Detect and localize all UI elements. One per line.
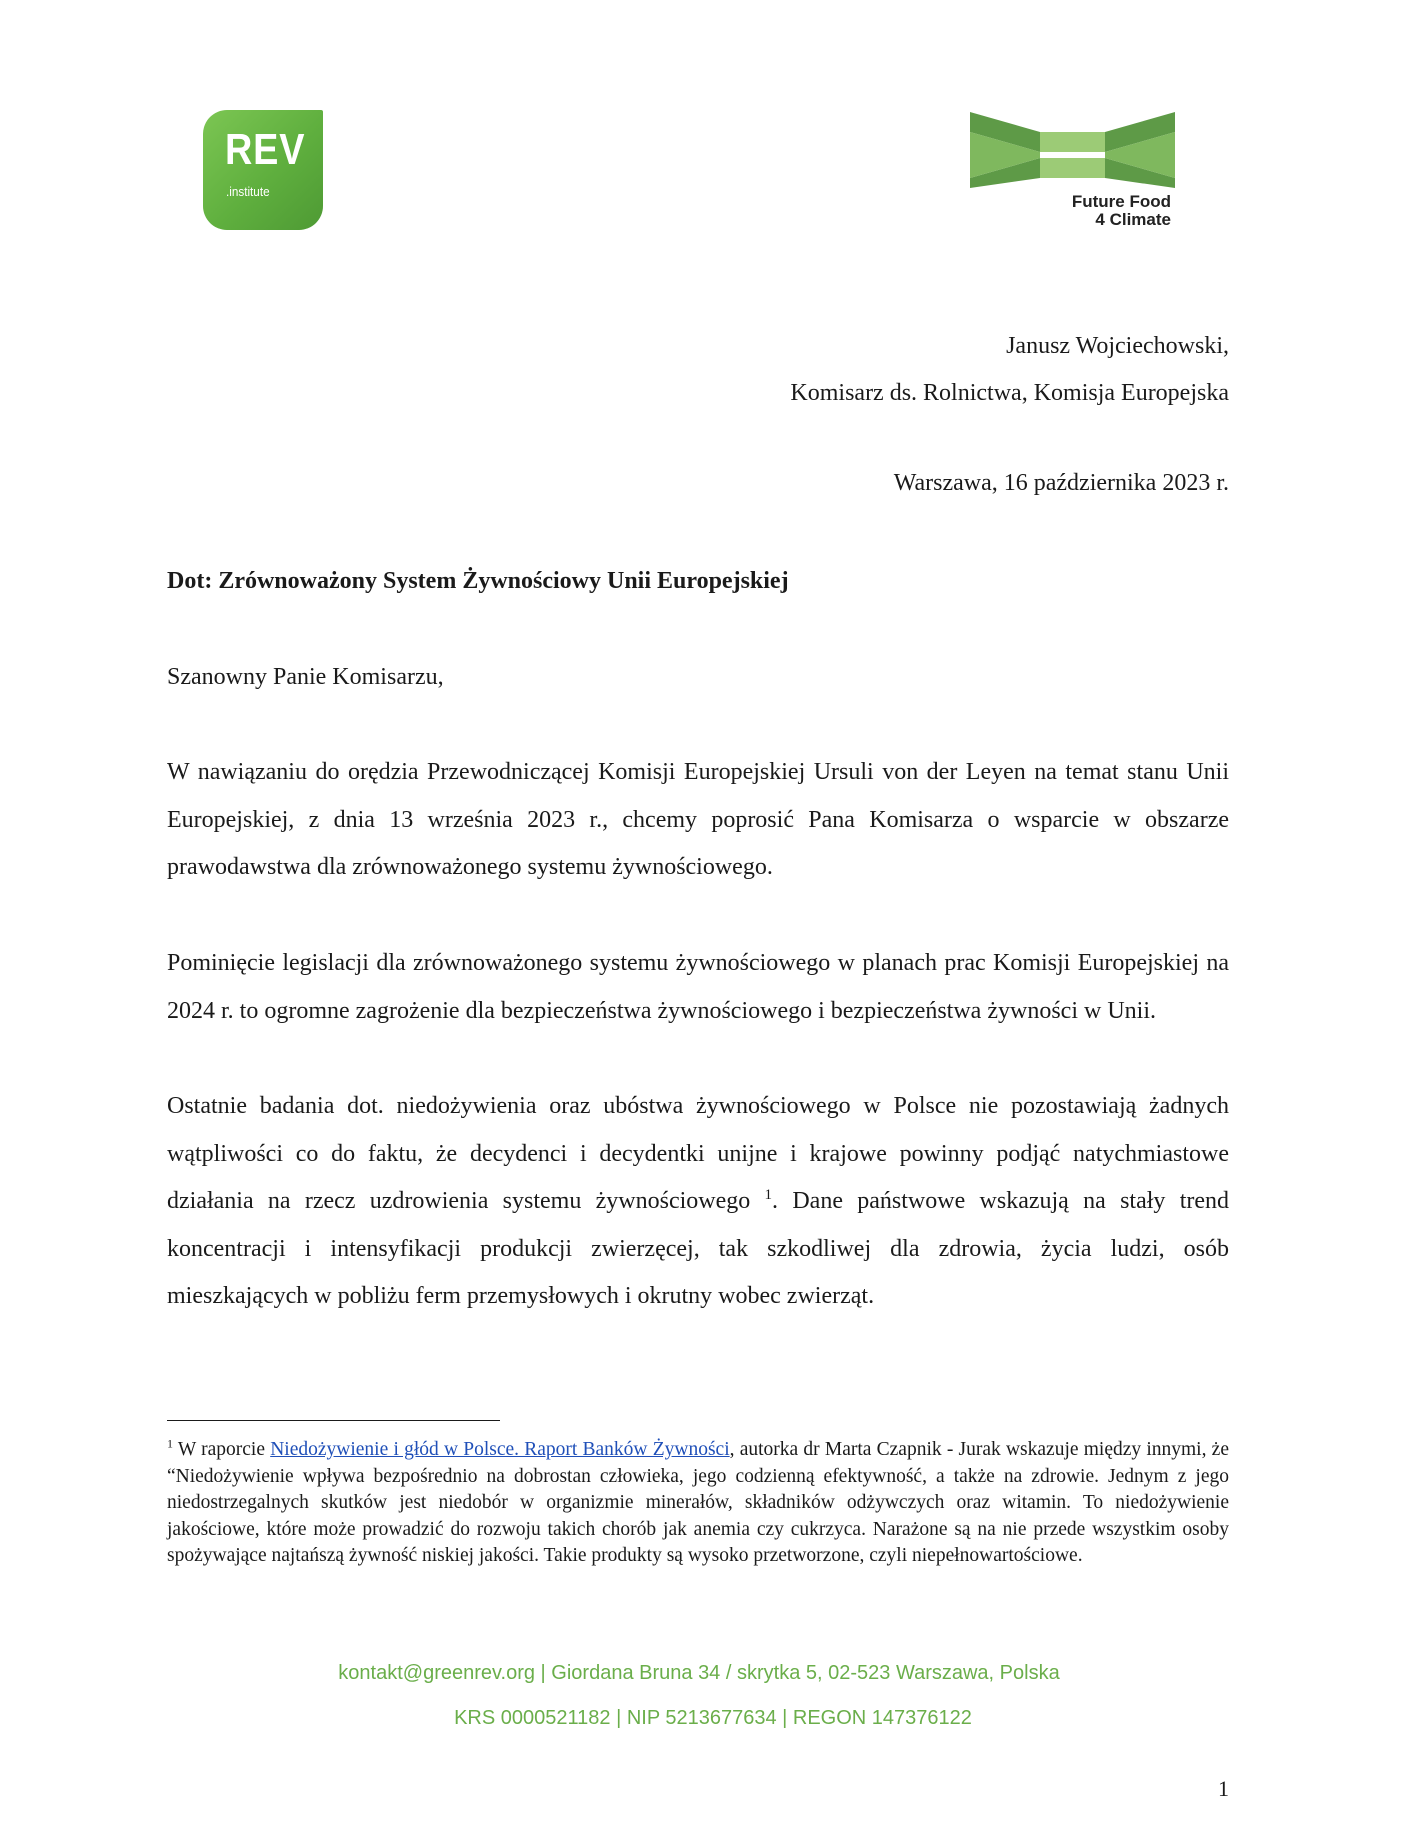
addressee-block	[790, 323, 1229, 417]
paragraph-3-text-end: . Dane państwowe wskazują na stały trend koncentracji i intensyfikacji produkcji zwierzęcej, tak szkodliwej dla zdrowia, życia ludzi, osób mieszkających w pobliżu ferm przemysłowych i okrutny wobec zwierząt.	[167, 1188, 1230, 1309]
salutation: Szanowny Panie Komisarzu,	[167, 664, 444, 690]
footnote-reference[interactable]: 1	[764, 1187, 773, 1203]
page-number: 1	[1218, 1776, 1229, 1801]
place-and-date: Warszawa, 16 października 2023 r.	[893, 470, 1229, 496]
paragraph-3	[167, 1083, 1229, 1321]
paragraph-1: W nawiązaniu do orędzia Przewodniczącej Komisji Europejskiej Ursuli von der Leyen na temat stanu Unii Europejskiej, z dnia 13 września 2023 r., chcemy poprosić Pana Komisarza o wsparcie w obszarze prawodawstwa dla zrównoważonego systemu żywnościowego.	[167, 759, 1229, 880]
footnote-marker: 1	[167, 1436, 173, 1451]
footer-contact-line: kontakt@greenrev.org | Giordana Bruna 34 / skrytka 5, 02-523 Warszawa, Polska	[338, 1662, 1060, 1684]
footer-registry-line: KRS 0000521182 | NIP 5213677634 | REGON 147376122	[454, 1707, 972, 1729]
future-food-logo-line2: 4 Climate	[1095, 210, 1171, 229]
footnote	[167, 1437, 1229, 1570]
footnote-text-start: W raporcie	[173, 1439, 271, 1460]
future-food-logo-line1: Future Food	[1071, 192, 1171, 211]
future-food-4-climate-logo	[970, 110, 1175, 235]
addressee-name: Janusz Wojciechowski,	[1006, 333, 1229, 359]
footnote-text-end: , autorka dr Marta Czapnik - Jurak wskazuje między innymi, że “Niedożywienie wpływa bezpośrednio na dobrostan człowieka, jego codzienną efektywność, a także na zdrowie. Jednym z jego niedostrzegalnych skutków jest niedobór w organizmie minerałów, składników odżywczych oraz witamin. To niedożywienie jakościowe, które może prowadzić do rozwoju takich chorób jak anemia czy cukrzyca. Narażone są na nie przede wszystkim osoby spożywające najtańszą żywność niskiej jakości. Takie produkty są wysoko przetworzone, czyli niepełnowartościowe.	[167, 1439, 1229, 1566]
future-food-logo-text	[1072, 193, 1171, 229]
footnote-separator	[167, 1420, 500, 1421]
footnote-report-link[interactable]: Niedożywienie i głód w Polsce. Raport Banków Żywności	[270, 1439, 730, 1460]
rev-logo-text: REV	[225, 125, 306, 174]
paragraph-3-text-start: Ostatnie badania dot. niedożywienia oraz ubóstwa żywnościowego w Polsce nie pozostawiają żadnych wątpliwości co do faktu, że decydenci i decydentki unijne i krajowe powinny podjąć natychmiastowe działania na rzecz uzdrowienia systemu żywnościowego	[167, 1093, 1229, 1214]
addressee-role: Komisarz ds. Rolnictwa, Komisja Europejska	[790, 380, 1229, 406]
future-food-ribbon-icon	[970, 110, 1175, 190]
rev-logo-subtext: .institute	[226, 184, 270, 199]
paragraph-2: Pominięcie legislacji dla zrównoważonego systemu żywnościowego w planach prac Komisji Europejskiej na 2024 r. to ogromne zagrożenie dla bezpieczeństwa żywnościowego i bezpieczeństwa żywności w Unii.	[167, 950, 1229, 1024]
rev-institute-logo	[203, 110, 323, 230]
letter-subject: Dot: Zrównoważony System Żywnościowy Unii Europejskiej	[167, 568, 789, 594]
